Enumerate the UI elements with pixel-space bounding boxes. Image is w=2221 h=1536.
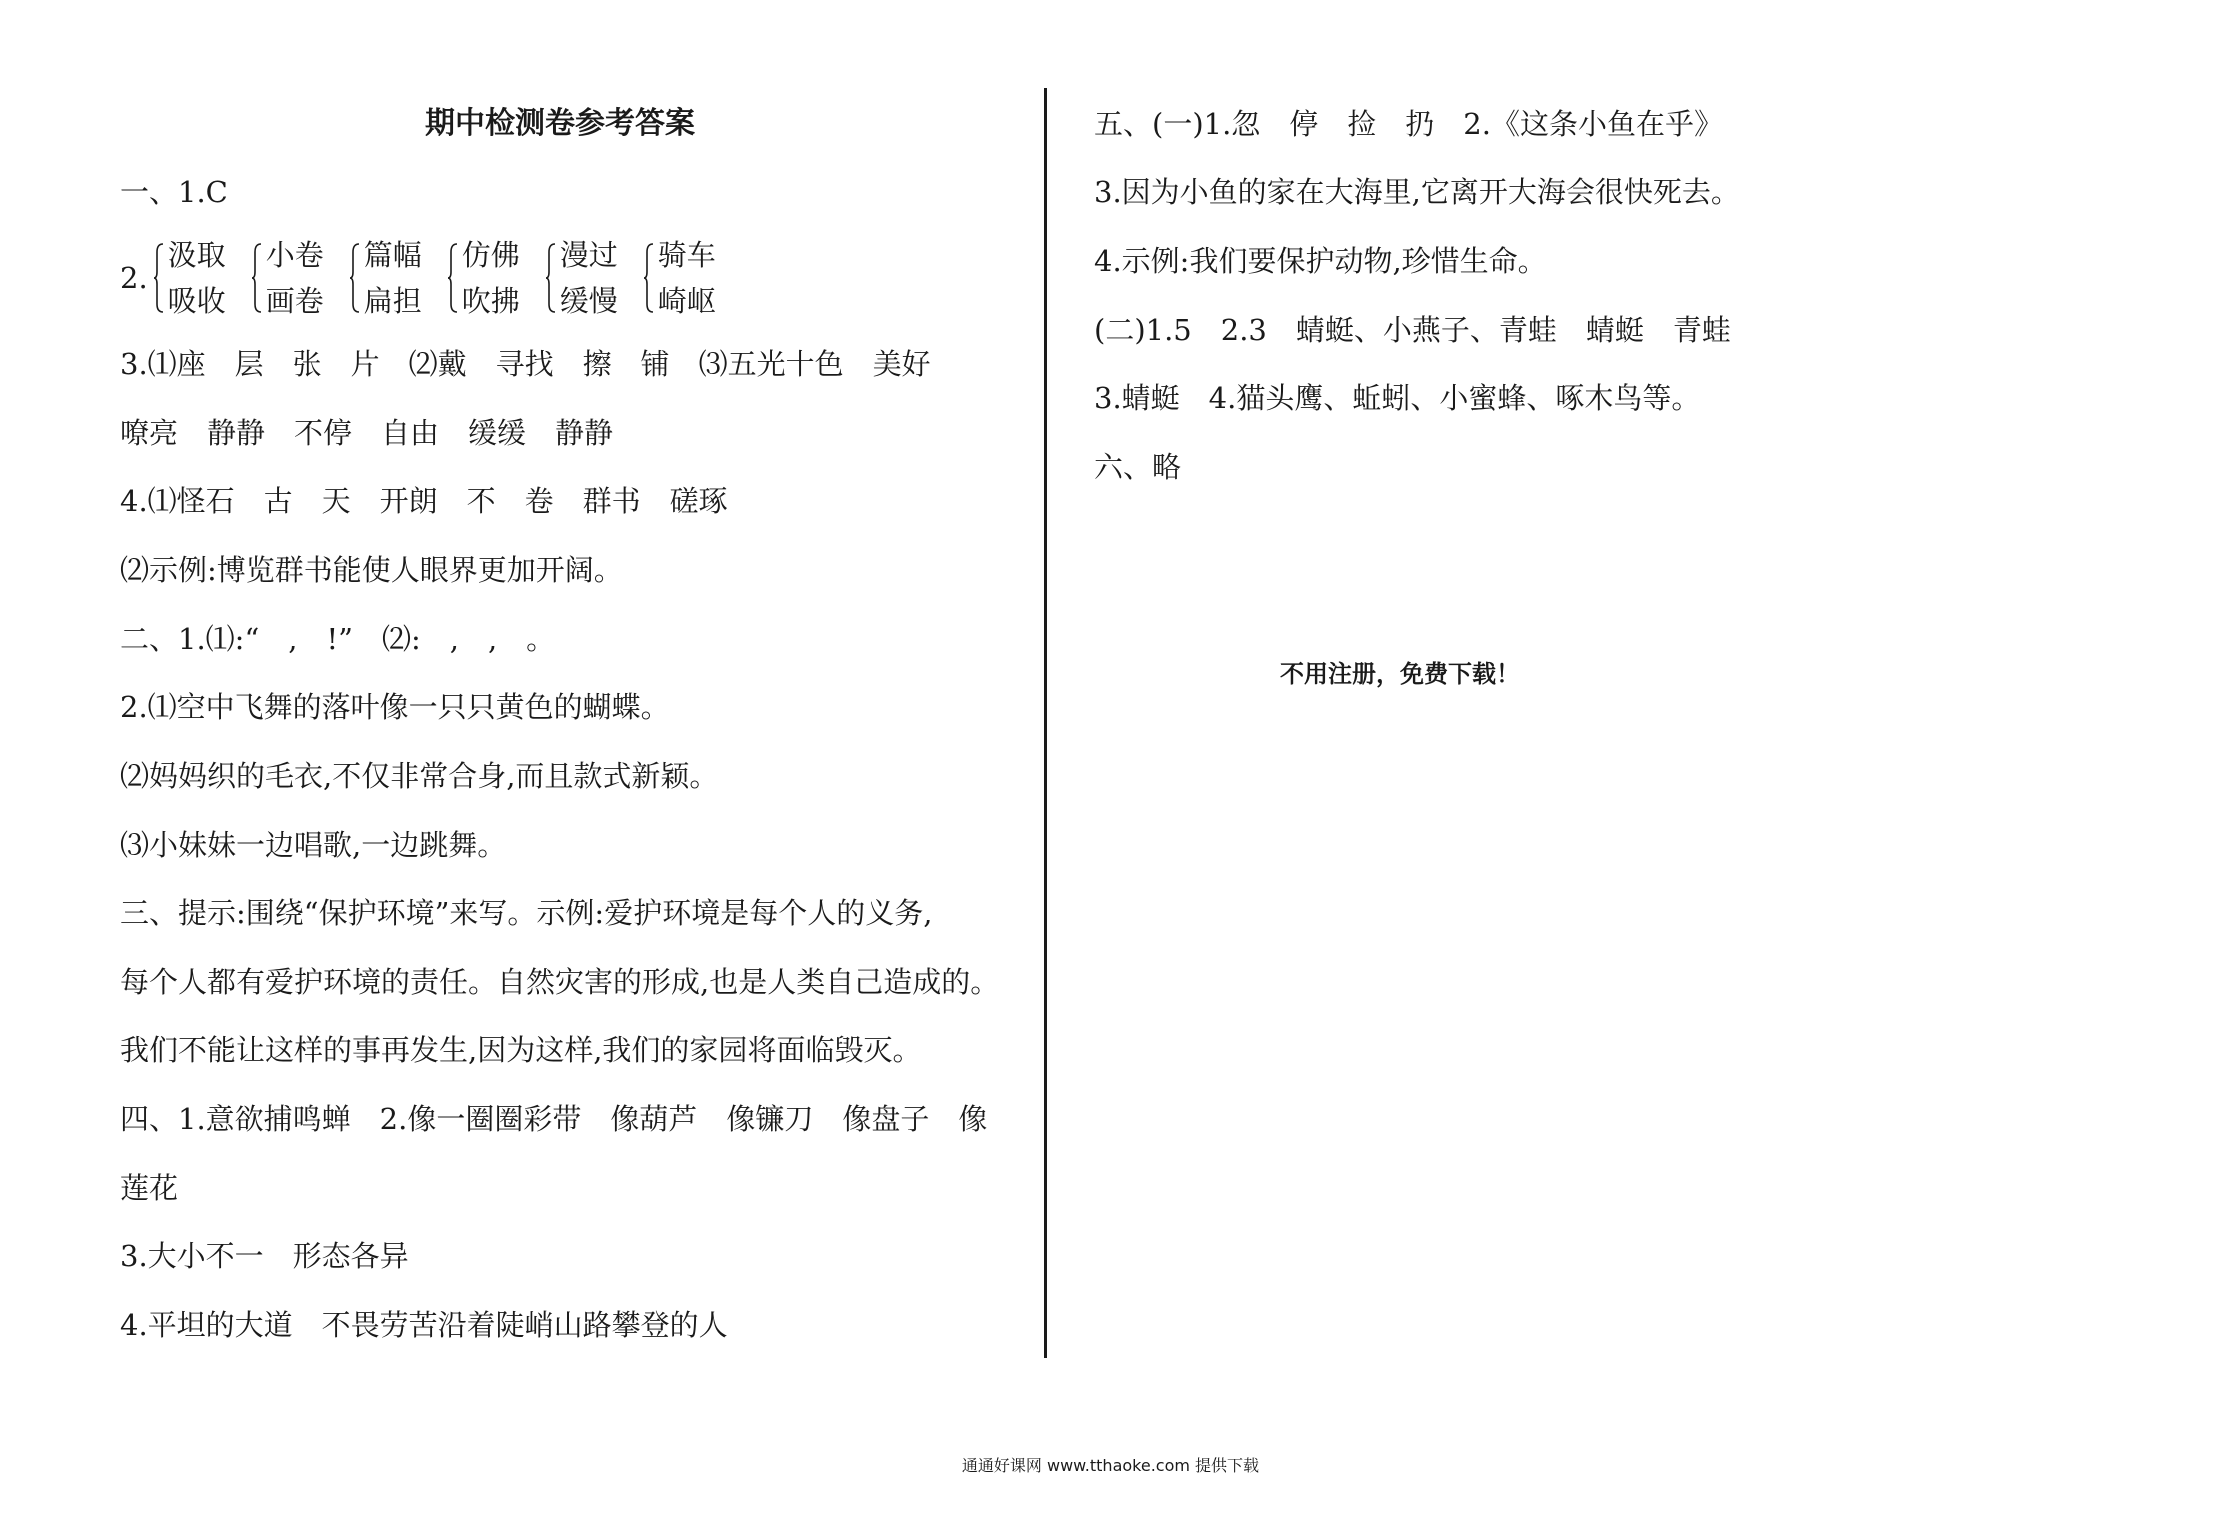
brace-icon	[350, 242, 360, 314]
answer-line: 四、1.意欲捕鸣蝉 2.像一圈圈彩带 像葫芦 像镰刀 像盘子 像	[120, 1102, 988, 1136]
answer-line: 三、提示:围绕“保护环境”来写。示例:爱护环境是每个人的义务,	[120, 896, 933, 930]
pair-word-top: 仿佛	[461, 238, 520, 272]
free-download-note: 不用注册，免费下载！	[1280, 660, 1520, 688]
brace-icon	[154, 242, 164, 314]
page-title: 期中检测卷参考答案	[425, 106, 695, 141]
brace-icon	[546, 242, 556, 314]
brace-icon	[448, 242, 458, 314]
pair-word-bottom: 吸收	[167, 284, 226, 318]
answer-line: 每个人都有爱护环境的责任。自然灾害的形成,也是人类自己造成的。	[120, 965, 1000, 999]
pair-word-top: 骑车	[657, 238, 716, 272]
column-divider	[1044, 88, 1047, 1358]
word-pairs	[120, 232, 742, 324]
answer-line: 4.示例:我们要保护动物,珍惜生命。	[1094, 244, 1547, 278]
pair-word-bottom: 画卷	[265, 284, 324, 318]
answer-line: 我们不能让这样的事再发生,因为这样,我们的家园将面临毁灭。	[120, 1033, 922, 1067]
word-pair	[546, 232, 618, 324]
answer-line: ⑶小妹妹一边唱歌,一边跳舞。	[120, 828, 507, 862]
brace-icon	[644, 242, 654, 314]
answer-line: 4.⑴怪石 古 天 开朗 不 卷 群书 磋琢	[120, 484, 728, 518]
word-pair	[252, 232, 324, 324]
word-pair	[350, 232, 422, 324]
pair-word-bottom: 吹拂	[461, 284, 520, 318]
answer-line: 二、1.⑴:“ , !” ⑵: , , 。	[120, 622, 556, 656]
answer-line: ⑵妈妈织的毛衣,不仅非常合身,而且款式新颖。	[120, 759, 719, 793]
answer-line: 六、略	[1094, 450, 1182, 484]
answer-line: 2.⑴空中飞舞的落叶像一只只黄色的蝴蝶。	[120, 690, 670, 724]
answer-line: (二)1.5 2.3 蜻蜓、小燕子、青蛙 蜻蜓 青蛙	[1094, 313, 1731, 347]
answer-line: 3.⑴座 层 张 片 ⑵戴 寻找 擦 铺 ⑶五光十色 美好	[120, 347, 931, 381]
answer-line: ⑵示例:博览群书能使人眼界更加开阔。	[120, 553, 623, 587]
answer-line: 3.因为小鱼的家在大海里,它离开大海会很快死去。	[1094, 175, 1740, 209]
answer-line: 3.大小不一 形态各异	[120, 1239, 409, 1273]
answer-line: 莲花	[120, 1171, 179, 1205]
page-footer: 通通好课网 www.tthaoke.com 提供下载	[961, 1456, 1260, 1475]
pair-word-top: 篇幅	[363, 238, 422, 272]
pair-word-bottom: 扁担	[363, 284, 422, 318]
answer-line: 3.蜻蜓 4.猫头鹰、蚯蚓、小蜜蜂、啄木鸟等。	[1094, 381, 1701, 415]
word-pair	[448, 232, 520, 324]
answer-line: 一、1.C	[120, 175, 228, 209]
word-pairs-number: 2.	[120, 261, 148, 295]
answer-line: 嘹亮 静静 不停 自由 缓缓 静静	[120, 416, 614, 450]
word-pair	[644, 232, 716, 324]
pair-word-top: 小卷	[265, 238, 324, 272]
answer-line: 4.平坦的大道 不畏劳苦沿着陡峭山路攀登的人	[120, 1308, 728, 1342]
pair-word-top: 汲取	[167, 238, 226, 272]
pair-word-bottom: 崎岖	[657, 284, 716, 318]
answer-line: 五、(一)1.忽 停 捡 扔 2.《这条小鱼在乎》	[1094, 107, 1723, 141]
brace-icon	[252, 242, 262, 314]
pair-word-bottom: 缓慢	[559, 284, 618, 318]
word-pair	[154, 232, 226, 324]
pair-word-top: 漫过	[559, 238, 618, 272]
